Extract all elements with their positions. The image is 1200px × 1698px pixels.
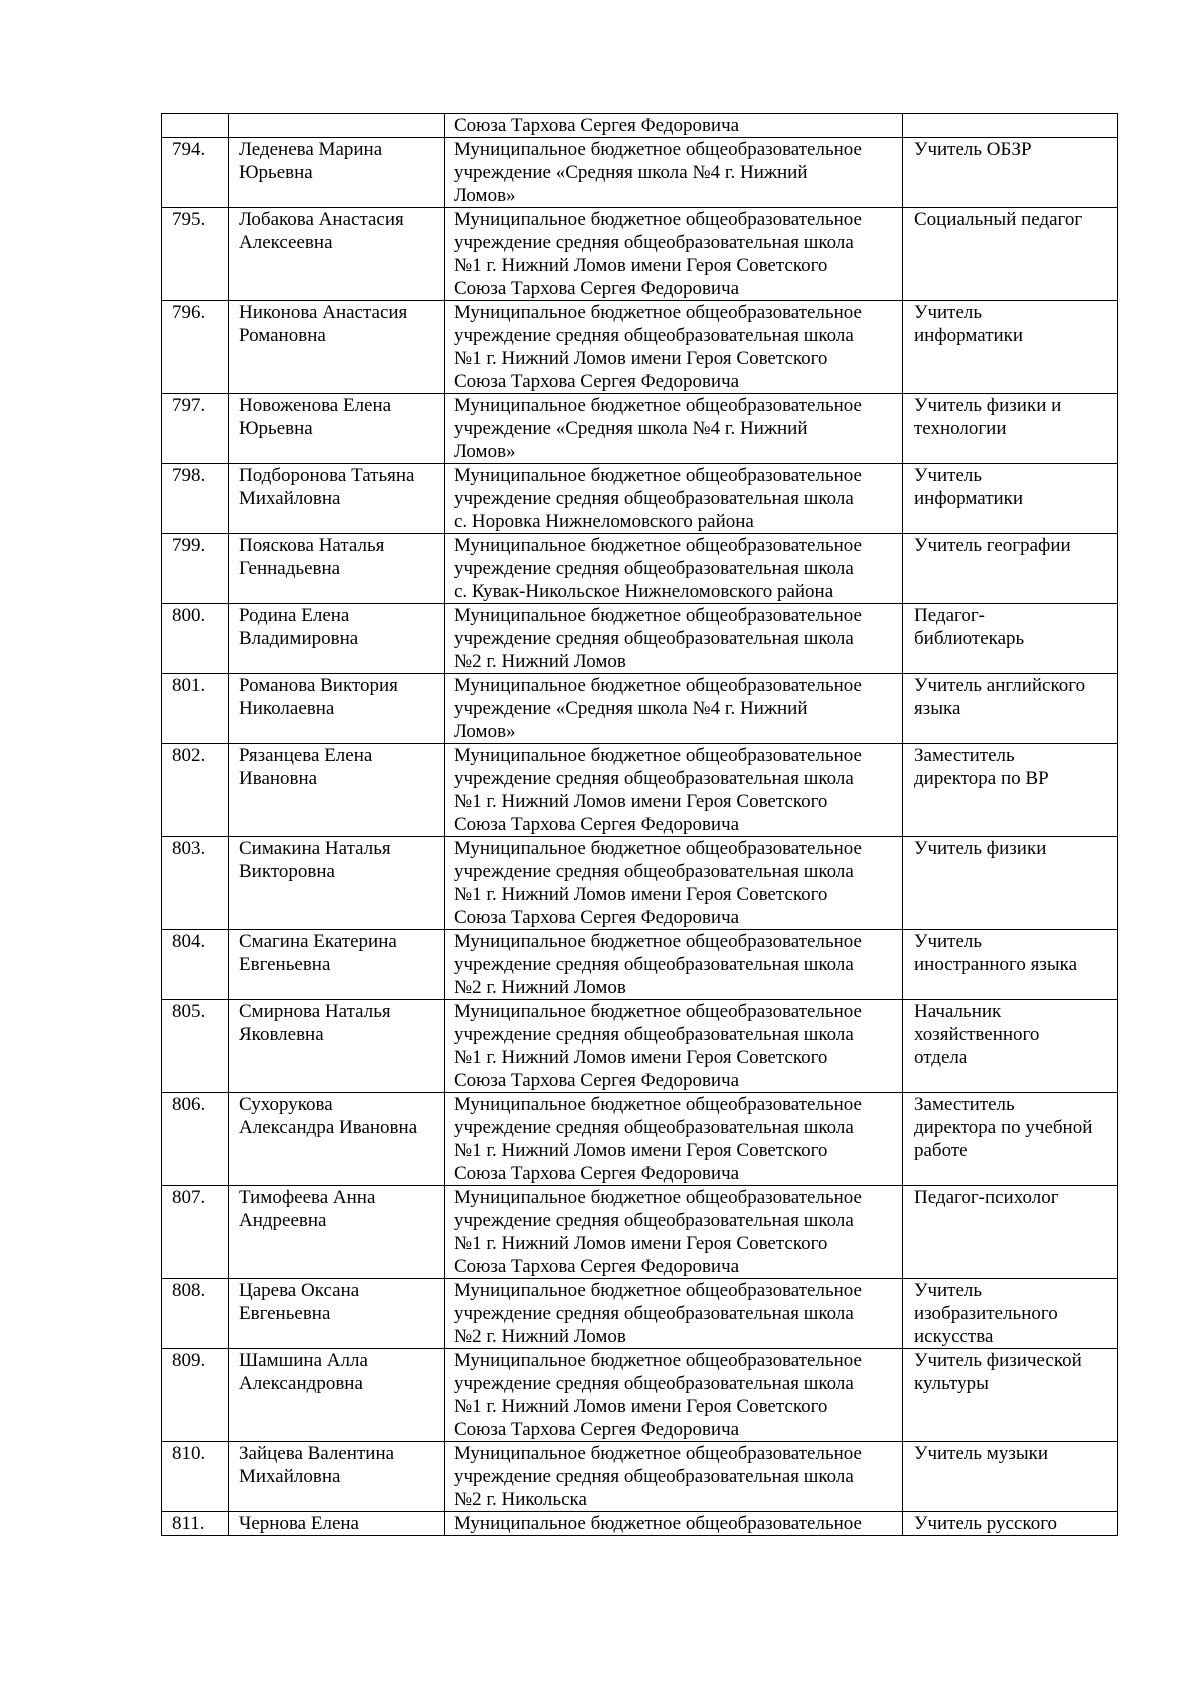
table-row [162, 464, 1118, 534]
organization-cell: Муниципальное бюджетное общеобразовательное учреждение средняя общеобразовательная школа №1 г. Нижний Ломов имени Героя Советского Союза Тархова Сергея Федоровича [445, 744, 903, 837]
table-row [162, 930, 1118, 1000]
table-row [162, 837, 1118, 930]
table-row [162, 604, 1118, 674]
table-row [162, 1349, 1118, 1442]
row-number-cell: 796. [162, 301, 229, 394]
row-number-cell: 810. [162, 1442, 229, 1512]
row-number-cell: 804. [162, 930, 229, 1000]
person-name-cell: Романова Виктория Николаевна [229, 674, 445, 744]
job-position-cell: Учитель изобразительного искусства [903, 1279, 1118, 1349]
job-position-cell: Заместитель директора по ВР [903, 744, 1118, 837]
person-name-cell: Лобакова Анастасия Алексеевна [229, 208, 445, 301]
organization-cell: Муниципальное бюджетное общеобразовательное учреждение «Средняя школа №4 г. Нижний Ломов» [445, 394, 903, 464]
organization-cell: Муниципальное бюджетное общеобразовательное учреждение средняя общеобразовательная школа №2 г. Нижний Ломов [445, 930, 903, 1000]
organization-cell: Муниципальное бюджетное общеобразовательное учреждение средняя общеобразовательная школа №1 г. Нижний Ломов имени Героя Советского Союза Тархова Сергея Федоровича [445, 208, 903, 301]
person-name-cell: Смирнова Наталья Яковлевна [229, 1000, 445, 1093]
row-number-cell: 806. [162, 1093, 229, 1186]
job-position-cell: Учитель физической культуры [903, 1349, 1118, 1442]
person-name-cell: Царева Оксана Евгеньевна [229, 1279, 445, 1349]
row-number-cell: 807. [162, 1186, 229, 1279]
staff-table [161, 113, 1118, 1536]
table-row [162, 1093, 1118, 1186]
organization-cell: Муниципальное бюджетное общеобразовательное учреждение «Средняя школа №4 г. Нижний Ломов» [445, 674, 903, 744]
table-row [162, 1279, 1118, 1349]
person-name-cell: Шамшина Алла Александровна [229, 1349, 445, 1442]
job-position-cell: Учитель физики и технологии [903, 394, 1118, 464]
table-row [162, 1186, 1118, 1279]
person-name-cell [229, 114, 445, 138]
row-number-cell: 802. [162, 744, 229, 837]
organization-cell: Муниципальное бюджетное общеобразовательное учреждение средняя общеобразовательная школа №1 г. Нижний Ломов имени Героя Советского Союза Тархова Сергея Федоровича [445, 1349, 903, 1442]
person-name-cell: Новоженова Елена Юрьевна [229, 394, 445, 464]
job-position-cell: Педагог-психолог [903, 1186, 1118, 1279]
row-number-cell [162, 114, 229, 138]
job-position-cell: Учитель физики [903, 837, 1118, 930]
table-row [162, 744, 1118, 837]
staff-table-body [162, 114, 1118, 1536]
row-number-cell: 811. [162, 1512, 229, 1536]
organization-cell: Муниципальное бюджетное общеобразовательное учреждение средняя общеобразовательная школа №1 г. Нижний Ломов имени Героя Советского Союза Тархова Сергея Федоровича [445, 301, 903, 394]
row-number-cell: 808. [162, 1279, 229, 1349]
job-position-cell [903, 114, 1118, 138]
organization-cell: Муниципальное бюджетное общеобразовательное [445, 1512, 903, 1536]
row-number-cell: 801. [162, 674, 229, 744]
job-position-cell: Учитель ОБЗР [903, 138, 1118, 208]
row-number-cell: 805. [162, 1000, 229, 1093]
table-row [162, 1000, 1118, 1093]
job-position-cell: Учитель английского языка [903, 674, 1118, 744]
table-row [162, 1512, 1118, 1536]
table-row [162, 208, 1118, 301]
table-row [162, 534, 1118, 604]
person-name-cell: Леденева Марина Юрьевна [229, 138, 445, 208]
organization-cell: Муниципальное бюджетное общеобразовательное учреждение средняя общеобразовательная школа №2 г. Нижний Ломов [445, 604, 903, 674]
job-position-cell: Учитель музыки [903, 1442, 1118, 1512]
person-name-cell: Никонова Анастасия Романовна [229, 301, 445, 394]
job-position-cell: Заместитель директора по учебной работе [903, 1093, 1118, 1186]
person-name-cell: Родина Елена Владимировна [229, 604, 445, 674]
job-position-cell: Социальный педагог [903, 208, 1118, 301]
job-position-cell: Начальник хозяйственного отдела [903, 1000, 1118, 1093]
table-row [162, 394, 1118, 464]
organization-cell: Муниципальное бюджетное общеобразовательное учреждение средняя общеобразовательная школа с. Норовка Нижнеломовского района [445, 464, 903, 534]
person-name-cell: Симакина Наталья Викторовна [229, 837, 445, 930]
organization-cell: Муниципальное бюджетное общеобразовательное учреждение средняя общеобразовательная школа №1 г. Нижний Ломов имени Героя Советского Союза Тархова Сергея Федоровича [445, 837, 903, 930]
row-number-cell: 799. [162, 534, 229, 604]
organization-cell: Муниципальное бюджетное общеобразовательное учреждение средняя общеобразовательная школа №1 г. Нижний Ломов имени Героя Советского Союза Тархова Сергея Федоровича [445, 1186, 903, 1279]
row-number-cell: 794. [162, 138, 229, 208]
person-name-cell: Подборонова Татьяна Михайловна [229, 464, 445, 534]
table-row [162, 674, 1118, 744]
job-position-cell: Учитель информатики [903, 464, 1118, 534]
person-name-cell: Рязанцева Елена Ивановна [229, 744, 445, 837]
job-position-cell: Педагог- библиотекарь [903, 604, 1118, 674]
organization-cell: Муниципальное бюджетное общеобразовательное учреждение средняя общеобразовательная школа №2 г. Никольска [445, 1442, 903, 1512]
table-row [162, 114, 1118, 138]
job-position-cell: Учитель иностранного языка [903, 930, 1118, 1000]
table-row [162, 301, 1118, 394]
organization-cell: Муниципальное бюджетное общеобразовательное учреждение средняя общеобразовательная школа с. Кувак-Никольское Нижнеломовского района [445, 534, 903, 604]
person-name-cell: Сухорукова Александра Ивановна [229, 1093, 445, 1186]
row-number-cell: 809. [162, 1349, 229, 1442]
organization-cell: Муниципальное бюджетное общеобразовательное учреждение средняя общеобразовательная школа №2 г. Нижний Ломов [445, 1279, 903, 1349]
job-position-cell: Учитель географии [903, 534, 1118, 604]
person-name-cell: Смагина Екатерина Евгеньевна [229, 930, 445, 1000]
organization-cell: Муниципальное бюджетное общеобразовательное учреждение «Средняя школа №4 г. Нижний Ломов» [445, 138, 903, 208]
row-number-cell: 798. [162, 464, 229, 534]
person-name-cell: Зайцева Валентина Михайловна [229, 1442, 445, 1512]
row-number-cell: 800. [162, 604, 229, 674]
person-name-cell: Пояскова Наталья Геннадьевна [229, 534, 445, 604]
row-number-cell: 803. [162, 837, 229, 930]
table-row [162, 138, 1118, 208]
row-number-cell: 797. [162, 394, 229, 464]
job-position-cell: Учитель информатики [903, 301, 1118, 394]
person-name-cell: Чернова Елена [229, 1512, 445, 1536]
organization-cell: Муниципальное бюджетное общеобразовательное учреждение средняя общеобразовательная школа №1 г. Нижний Ломов имени Героя Советского Союза Тархова Сергея Федоровича [445, 1000, 903, 1093]
organization-cell: Союза Тархова Сергея Федоровича [445, 114, 903, 138]
job-position-cell: Учитель русского [903, 1512, 1118, 1536]
row-number-cell: 795. [162, 208, 229, 301]
organization-cell: Муниципальное бюджетное общеобразовательное учреждение средняя общеобразовательная школа №1 г. Нижний Ломов имени Героя Советского Союза Тархова Сергея Федоровича [445, 1093, 903, 1186]
person-name-cell: Тимофеева Анна Андреевна [229, 1186, 445, 1279]
table-row [162, 1442, 1118, 1512]
